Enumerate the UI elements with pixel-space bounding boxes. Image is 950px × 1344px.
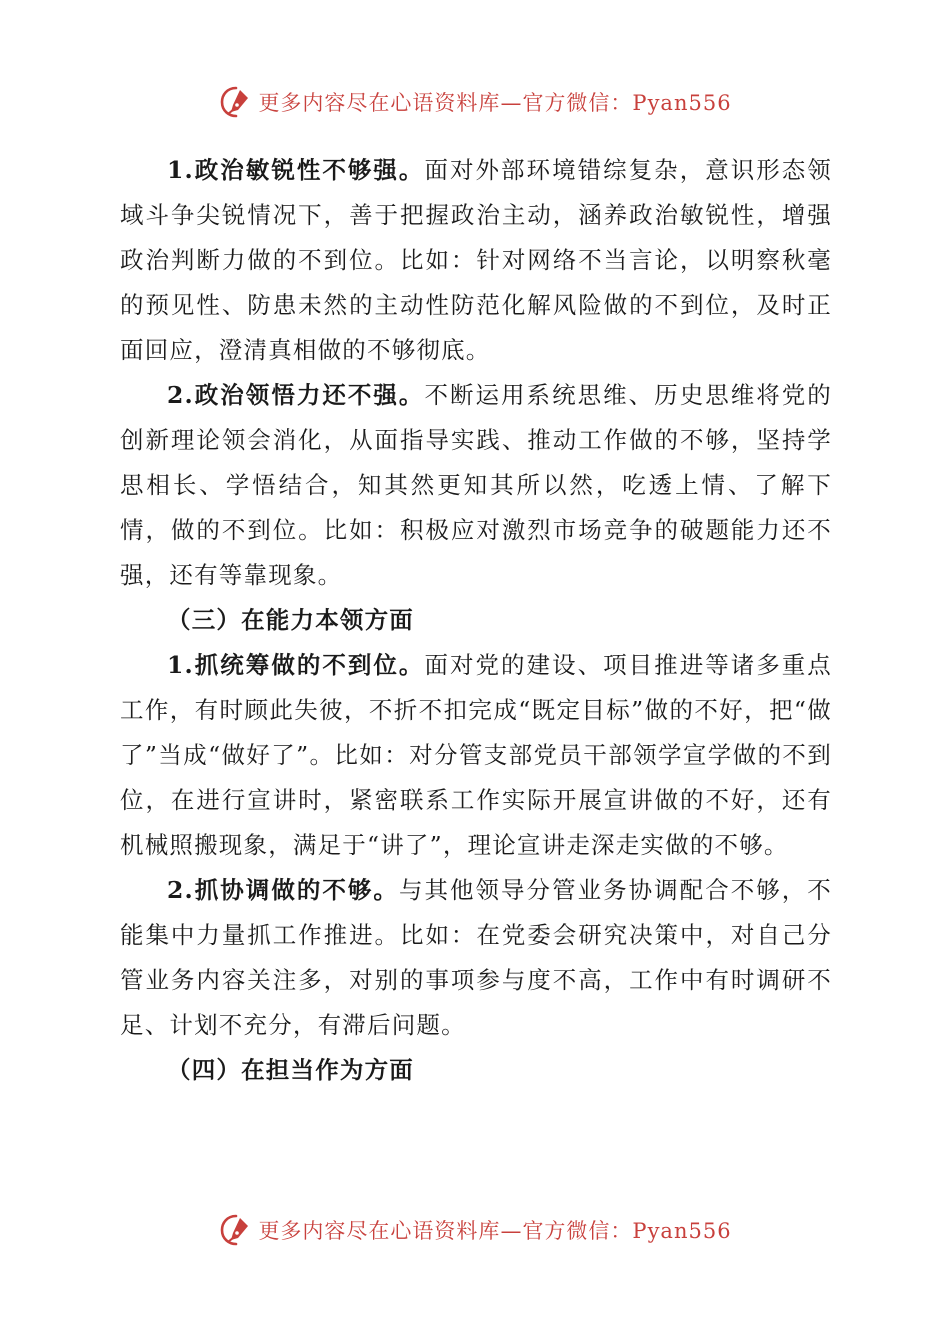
paragraph	[120, 868, 832, 1048]
header-banner-text: 更多内容尽在心语资料库—官方微信：Pyan556	[258, 91, 732, 115]
paragraph-body: 与其他领导分管业务协调配合不够，不能集中力量抓工作推进。比如：在党委会研究决策中，对自己分管业务内容关注多，对别的事项参与度不高，工作中有时调研不足、计划不充分，有滞后问题。	[120, 876, 832, 1039]
paragraph	[120, 373, 832, 598]
pen-nib-icon	[218, 1212, 254, 1248]
paragraph-body: 不断运用系统思维、历史思维将党的创新理论领会消化，从面指导实践、推动工作做的不够，坚持学思相长、学悟结合，知其然更知其所以然，吃透上情、了解下情，做的不到位。比如：积极应对激烈市场竞争的破题能力还不强，还有等靠现象。	[120, 381, 833, 589]
section-heading: （四）在担当作为方面	[167, 1056, 414, 1084]
section-heading: （三）在能力本领方面	[167, 606, 414, 634]
paragraph	[120, 643, 832, 868]
footer-banner-text: 更多内容尽在心语资料库—官方微信：Pyan556	[258, 1219, 732, 1243]
document-body	[120, 148, 832, 1093]
paragraph-lead: 1.政治敏锐性不够强。	[167, 156, 425, 184]
paragraph-lead: 1.抓统筹做的不到位。	[167, 651, 425, 679]
paragraph-body: 面对党的建设、项目推进等诸多重点工作，有时顾此失彼，不折不扣完成“既定目标”做的不好，把“做了”当成“做好了”。比如：对分管支部党员干部领学宣学做的不到位，在进行宣讲时，紧密联系工作实际开展宣讲做的不好，还有机械照搬现象，满足于“讲了”，理论宣讲走深走实做的不够。	[120, 651, 833, 859]
paragraph-body: 面对外部环境错综复杂，意识形态领域斗争尖锐情况下，善于把握政治主动，涵养政治敏锐性，增强政治判断力做的不到位。比如：针对网络不当言论，以明察秋毫的预见性、防患未然的主动性防范化解风险做的不到位，及时正面回应，澄清真相做的不够彻底。	[120, 156, 833, 364]
pen-nib-icon	[218, 84, 254, 120]
header-banner	[0, 80, 950, 124]
footer-banner	[0, 1208, 950, 1252]
paragraph-lead: 2.政治领悟力还不强。	[167, 381, 425, 409]
paragraph	[120, 148, 832, 373]
paragraph-lead: 2.抓协调做的不够。	[167, 876, 399, 904]
